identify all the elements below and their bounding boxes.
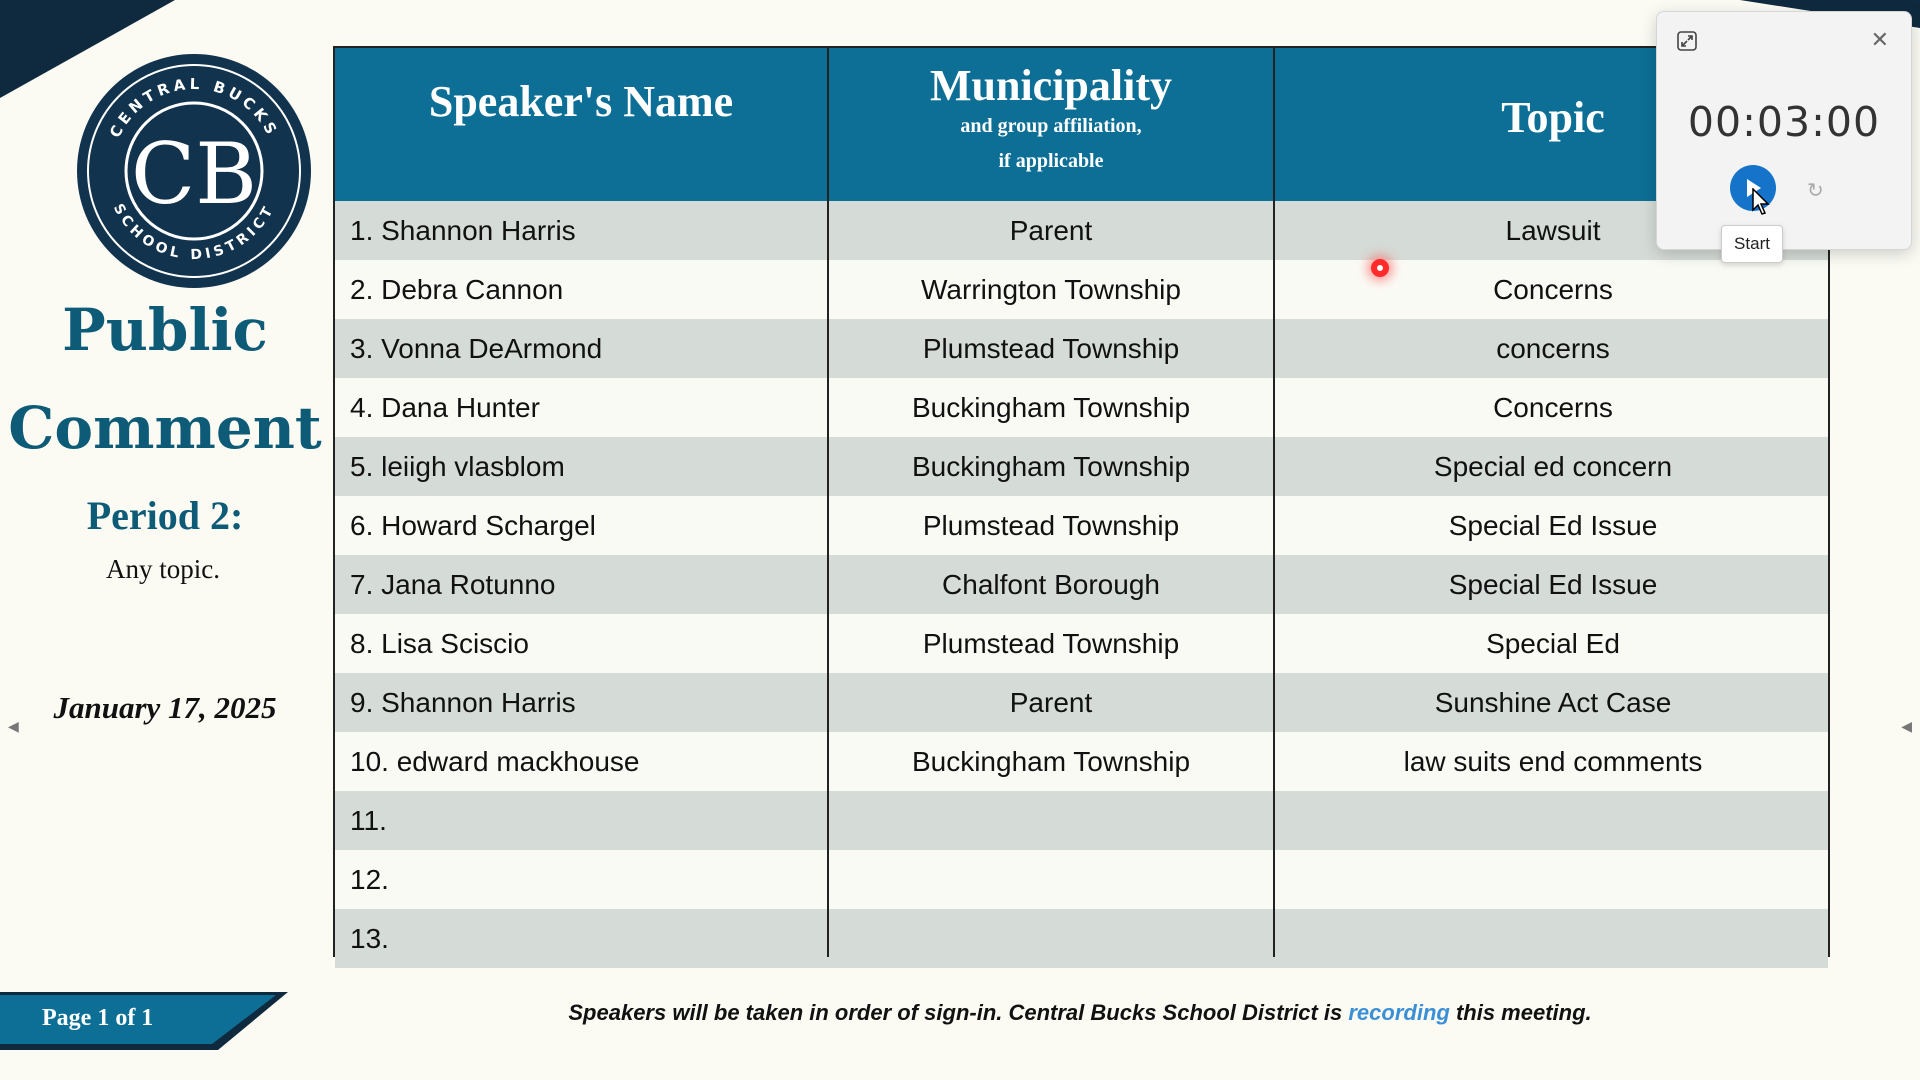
header-municipality: Municipality and group affiliation, if applicable — [929, 61, 1173, 172]
speaker-topic: concerns — [1496, 332, 1610, 364]
start-tooltip: Start — [1721, 225, 1783, 263]
speaker-municipality: Chalfont Borough — [942, 568, 1160, 600]
speaker-name: 12. — [350, 863, 389, 895]
speaker-topic: Concerns — [1493, 273, 1613, 305]
district-seal-logo — [76, 53, 312, 289]
speaker-topic: Special Ed Issue — [1448, 509, 1658, 541]
table-row — [335, 260, 1828, 319]
speaker-name: 13. — [350, 922, 389, 954]
speaker-name: 3. Vonna DeArmond — [350, 332, 603, 364]
reset-icon[interactable]: ↻ — [1807, 180, 1824, 202]
table-row — [335, 201, 1828, 260]
table-row — [335, 437, 1828, 496]
timer-display: 00:03:00 — [1687, 98, 1881, 146]
speaker-municipality: Buckingham Township — [911, 450, 1191, 482]
table-row — [335, 555, 1828, 614]
table-row — [335, 673, 1828, 732]
speaker-topic: Special Ed Issue — [1448, 568, 1658, 600]
header-topic: Topic — [1501, 93, 1605, 142]
speaker-name: 6. Howard Schargel — [350, 509, 596, 541]
period-label: Period 2: — [86, 493, 244, 538]
speaker-topic: Sunshine Act Case — [1434, 686, 1672, 718]
speaker-topic — [1275, 791, 1831, 850]
slide-prev-arrow[interactable]: ◀ — [8, 718, 19, 734]
speaker-name: 5. leiigh vlasblom — [350, 450, 565, 482]
speaker-name: 7. Jana Rotunno — [350, 568, 556, 600]
table-header — [335, 48, 1828, 201]
title-public: Public — [62, 296, 268, 364]
speaker-name: 10. edward mackhouse — [350, 745, 640, 777]
table-row — [335, 496, 1828, 555]
speaker-municipality: Buckingham Township — [911, 391, 1191, 423]
close-icon[interactable]: ✕ — [1870, 27, 1889, 52]
speaker-municipality: Plumstead Township — [922, 332, 1180, 364]
svg-text:SCHOOL DISTRICT: SCHOOL DISTRICT — [109, 201, 279, 264]
mouse-cursor-icon — [1752, 188, 1772, 216]
column-divider — [827, 48, 829, 957]
speaker-name: 2. Debra Cannon — [350, 273, 564, 305]
table-row — [335, 791, 1828, 850]
speaker-name: 8. Lisa Sciscio — [350, 627, 529, 659]
title-comment: Comment — [8, 394, 322, 462]
footer-text-end: this meeting. — [1449, 1000, 1592, 1025]
svg-text:CENTRAL BUCKS: CENTRAL BUCKS — [105, 74, 283, 141]
table-row — [335, 850, 1828, 909]
speaker-municipality: Plumstead Township — [922, 509, 1180, 541]
page-indicator: Page 1 of 1 — [42, 1005, 154, 1031]
speaker-name: 11. — [350, 804, 387, 836]
laser-pointer-dot — [1371, 259, 1389, 277]
speaker-topic — [1275, 850, 1831, 909]
speaker-topic: Lawsuit — [1505, 214, 1601, 246]
speaker-municipality — [829, 791, 1273, 850]
table-row — [335, 909, 1828, 968]
timer-window[interactable] — [1656, 11, 1912, 250]
speaker-table — [333, 46, 1830, 957]
speaker-municipality — [829, 850, 1273, 909]
table-row — [335, 378, 1828, 437]
table-row — [335, 319, 1828, 378]
speaker-municipality: Warrington Township — [921, 273, 1181, 305]
footer-note — [330, 1000, 1830, 1026]
speaker-name: 9. Shannon Harris — [350, 686, 576, 718]
speaker-municipality: Buckingham Township — [911, 745, 1191, 777]
speaker-municipality — [829, 909, 1273, 968]
speaker-topic: law suits end comments — [1403, 745, 1703, 777]
speaker-municipality: Parent — [1009, 686, 1093, 718]
meeting-date: January 17, 2025 — [53, 690, 277, 725]
speaker-name: 4. Dana Hunter — [350, 391, 540, 423]
speaker-name: 1. Shannon Harris — [350, 214, 576, 246]
speaker-topic: Special Ed — [1486, 627, 1620, 659]
speaker-municipality: Parent — [1009, 214, 1093, 246]
recording-link[interactable]: recording — [1348, 1000, 1450, 1025]
speaker-municipality: Plumstead Township — [922, 627, 1180, 659]
compact-overlay-icon[interactable] — [1676, 30, 1698, 52]
speaker-topic — [1275, 909, 1831, 968]
table-row — [335, 614, 1828, 673]
svg-text:CB: CB — [131, 125, 257, 223]
speaker-topic: Concerns — [1493, 391, 1613, 423]
header-speaker-name: Speaker's Name — [428, 77, 734, 126]
period-subtitle: Any topic. — [106, 554, 220, 584]
column-divider — [1273, 48, 1275, 957]
table-row — [335, 732, 1828, 791]
speaker-topic: Special ed concern — [1433, 450, 1673, 482]
slide-next-arrow[interactable]: ◀ — [1901, 718, 1912, 734]
footer-text: Speakers will be taken in order of sign-in. Central Bucks School District is — [568, 1000, 1349, 1025]
